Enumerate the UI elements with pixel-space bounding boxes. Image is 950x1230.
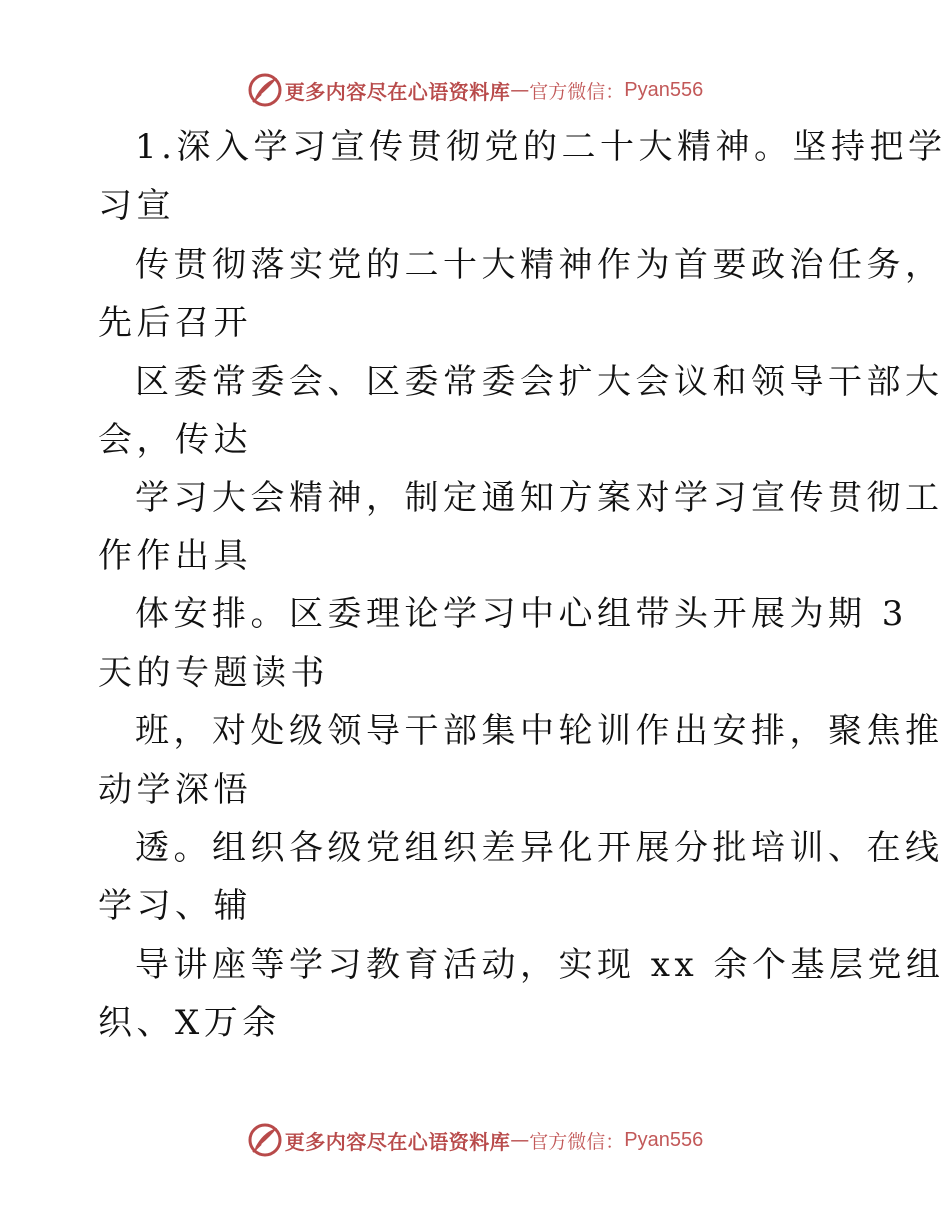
text-line: 先后召开 — [98, 303, 252, 343]
text-line: 学习大会精神，制定通知方案对学习宣传贯彻工 — [135, 478, 944, 518]
quill-logo-icon — [247, 1122, 283, 1158]
text-line: 作作出具 — [98, 536, 252, 576]
text-line: 学习、辅 — [98, 886, 252, 926]
text-line: 天的专题读书 — [98, 653, 329, 693]
watermark-wechat-label: 官方微信： — [529, 80, 625, 103]
watermark-header — [0, 70, 950, 110]
watermark-footer — [0, 1120, 950, 1160]
text-line: 区委常委会、区委常委会扩大会议和领导干部大 — [135, 362, 944, 402]
watermark-separator: — — [510, 79, 530, 101]
text-line: 会，传达 — [98, 420, 252, 460]
text-line: 班，对处级领导干部集中轮训作出安排，聚焦推 — [135, 711, 944, 751]
watermark-wechat-id: Pyan556 — [624, 1128, 704, 1151]
watermark-brand: 更多内容尽在心语资料库 — [284, 79, 511, 104]
quill-logo-icon — [247, 72, 283, 108]
text-line: 习宣 — [98, 186, 175, 226]
text-line: 透。组织各级党组织差异化开展分批培训、在线 — [135, 828, 944, 868]
text-line: 导讲座等学习教育活动，实现 xx 余个基层党组 — [135, 945, 945, 985]
text-line: 体安排。区委理论学习中心组带头开展为期 3 — [135, 594, 908, 634]
watermark-brand: 更多内容尽在心语资料库 — [284, 1129, 511, 1154]
text-line: 动学深悟 — [98, 770, 252, 810]
watermark-wechat-id: Pyan556 — [624, 78, 704, 101]
text-line: 织、X万余 — [98, 1003, 281, 1043]
watermark-separator: — — [510, 1129, 530, 1151]
watermark-wechat-label: 官方微信： — [529, 1130, 625, 1153]
text-line: 1.深入学习宣传贯彻党的二十大精神。坚持把学 — [135, 127, 947, 167]
text-line: 传贯彻落实党的二十大精神作为首要政治任务， — [135, 245, 944, 285]
